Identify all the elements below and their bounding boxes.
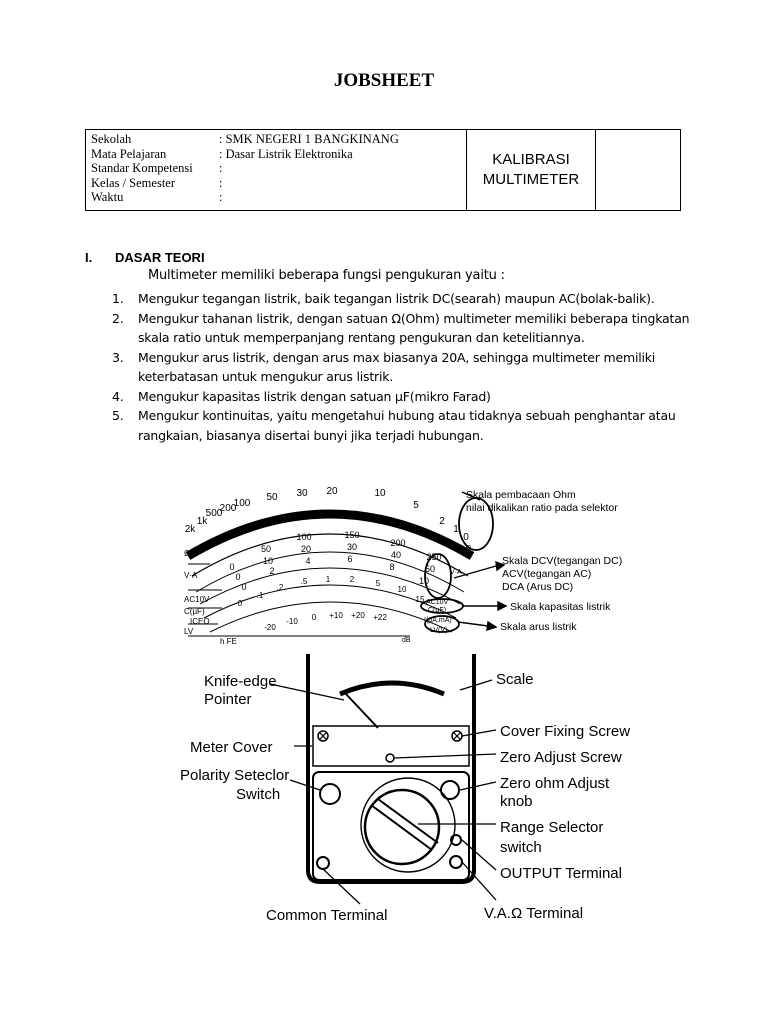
header-value: : [219, 190, 223, 204]
ohm-tick: 5 [413, 500, 419, 511]
list-number: 1. [112, 291, 124, 306]
annotation-acv: ACV(tegangan AC) [502, 568, 592, 580]
header-value: : [219, 175, 223, 190]
scale-left-label: h FE [220, 637, 237, 646]
dcv-tick: 150 [344, 530, 360, 540]
scale-right-mark: C(μF) [428, 607, 447, 614]
header-row [91, 132, 461, 147]
db-tick: +20 [351, 611, 365, 620]
empty-cell [596, 130, 680, 210]
ohm-tick: 500 [205, 508, 223, 519]
section-number: I. [85, 250, 93, 265]
dcv-tick: 0 [235, 572, 241, 582]
section-heading [85, 250, 205, 265]
header-value: : SMK NEGERI 1 BANGKINANG [219, 132, 399, 146]
scale-left-label: LV [184, 627, 194, 636]
header-row [91, 147, 461, 162]
list-item [112, 406, 702, 445]
label-range-switch: switch [500, 839, 542, 856]
dcv-tick: 0 [241, 582, 247, 592]
scale-left-label: C(μF) [184, 607, 205, 616]
label-knob: knob [500, 793, 533, 810]
section-title: DASAR TEORI [115, 250, 205, 265]
label-common-terminal: Common Terminal [266, 907, 388, 924]
header-key: Waktu [91, 190, 124, 204]
ac-tick: 15 [415, 595, 425, 604]
scale-right-mark: Ω [466, 545, 472, 552]
label-output-terminal: OUTPUT Terminal [500, 865, 622, 882]
dcv-tick: 30 [346, 542, 358, 552]
annotation-dca: DCA (Arus DC) [502, 581, 574, 593]
intro-text: Multimeter memiliki beberapa fungsi pengukuran yaitu : [148, 268, 505, 283]
header-key: Standar Kompetensi [91, 161, 193, 175]
label-knife-edge: Knife-edge [204, 673, 277, 690]
header-value: : [219, 161, 223, 175]
annotation-dcv: Skala DCV(tegangan DC) [502, 555, 623, 567]
label-polarity: Polarity Seteclor [180, 767, 290, 784]
ohm-tick: 1k [196, 516, 208, 527]
page-title: JOBSHEET [333, 70, 435, 91]
list-number: 5. [112, 408, 124, 423]
scale-right-mark: dB [402, 637, 411, 644]
dcv-tick: 250 [426, 552, 442, 562]
header-key: Sekolah [91, 132, 132, 146]
dcv-tick: 10 [418, 576, 430, 586]
multimeter-diagram [180, 650, 670, 930]
annotation-current: Skala arus listrik [500, 621, 577, 633]
db-tick: +10 [329, 611, 343, 620]
annotation-ohm-ratio: nilai dikalikan ratio pada selektor [466, 502, 618, 514]
dcv-tick: 2 [269, 566, 275, 576]
label-zero-ohm: Zero ohm Adjust [500, 775, 610, 792]
scale-left-label: ICEO [190, 617, 210, 626]
label-range-selector: Range Selector [500, 819, 604, 836]
ac-tick: 0 [237, 599, 243, 608]
list-item [112, 387, 702, 407]
ohm-tick: 0 [463, 532, 469, 543]
dcv-tick: 50 [260, 544, 272, 554]
function-list [112, 289, 702, 445]
list-number: 2. [112, 310, 124, 326]
header-row [91, 176, 461, 191]
meter-scale-figure [180, 484, 660, 646]
label-meter-cover: Meter Cover [190, 739, 273, 756]
scale-left-label: Ω [184, 549, 190, 558]
dcv-tick: 0 [229, 562, 235, 572]
dcv-tick: 10 [262, 556, 274, 566]
dcv-tick: 8 [389, 562, 395, 572]
ac-tick: 2 [349, 575, 355, 584]
ohm-tick: 10 [374, 488, 386, 499]
scale-right-mark: AC10V [426, 599, 449, 606]
scale-right-mark: LV(V) [430, 627, 448, 634]
header-table [85, 129, 681, 211]
scale-right-mark: V·A [450, 569, 462, 576]
ohm-tick: 1 [453, 524, 459, 535]
list-item [112, 348, 702, 387]
list-text: Mengukur tegangan listrik, baik tegangan listrik DC(searah) maupun AC(bolak-balik). [138, 291, 655, 306]
ohm-tick: 30 [296, 488, 308, 499]
dcv-tick: 4 [305, 556, 311, 566]
ac-tick: .2 [276, 583, 284, 592]
list-text: Mengukur arus listrik, dengan arus max biasanya 20A, sehingga multimeter memiliki keterbatasan untuk mengukur arus listrik. [138, 349, 656, 384]
topic-line-2: MULTIMETER [482, 171, 580, 188]
ac-tick: .5 [300, 577, 308, 586]
dcv-tick: 40 [390, 550, 402, 560]
label-pointer: Pointer [204, 691, 252, 708]
dcv-tick: 20 [300, 544, 312, 554]
dcv-tick: 100 [296, 532, 312, 542]
scale-left-label: V·A [184, 571, 198, 580]
annotation-ohm: Skala pembacaan Ohm [466, 489, 576, 501]
ac-tick: 5 [375, 579, 381, 588]
list-item [112, 309, 702, 348]
label-zero-adjust-screw: Zero Adjust Screw [500, 749, 622, 766]
ac-tick: 1 [325, 575, 331, 584]
ohm-tick: 100 [233, 498, 251, 509]
dcv-tick: 50 [424, 564, 436, 574]
label-va-terminal: V.A.Ω Terminal [484, 905, 584, 922]
db-tick: +22 [373, 613, 387, 622]
header-row [91, 161, 461, 176]
list-number: 4. [112, 388, 124, 404]
ohm-tick: 50 [266, 492, 278, 503]
list-text: Mengukur kapasitas listrik dengan satuan μF(mikro Farad) [138, 388, 491, 404]
list-number: 3. [112, 349, 124, 365]
db-tick: -20 [264, 623, 276, 632]
header-value: : Dasar Listrik Elektronika [219, 146, 353, 161]
header-info-cell [86, 130, 467, 210]
header-key: Kelas / Semester [91, 175, 176, 190]
ac-tick: .1 [256, 591, 264, 600]
annotation-capacity: Skala kapasitas listrik [510, 601, 611, 613]
header-row [91, 190, 461, 205]
label-scale: Scale [496, 671, 534, 688]
ohm-tick: 2k [184, 524, 196, 535]
topic-box [467, 130, 596, 210]
topic-line-1: KALIBRASI [492, 151, 570, 168]
ohm-tick: 200 [219, 503, 237, 514]
scale-left-label: AC10V [184, 595, 210, 604]
list-text: Mengukur kontinuitas, yaitu mengetahui hubung atau tidaknya sebuah penghantar atau rangkaian, biasanya disertai bunyi jika terjadi hubungan. [138, 408, 676, 443]
label-cover-fixing-screw: Cover Fixing Screw [500, 723, 631, 740]
db-tick: 0 [311, 613, 317, 622]
ohm-tick: 20 [326, 486, 338, 497]
label-switch: Switch [236, 786, 281, 803]
scale-right-mark: I(μA,mA) [424, 617, 452, 624]
ohm-tick: 2 [439, 516, 445, 527]
header-key: Mata Pelajaran [91, 146, 167, 161]
db-tick: -10 [286, 617, 298, 626]
list-item [112, 289, 702, 309]
ac-tick: 10 [397, 585, 407, 594]
list-text: Mengukur tahanan listrik, dengan satuan Ω(Ohm) multimeter memiliki beberapa tingkatan skala ratio untuk memperpanjang rentang pengukuran dan ketelitiannya. [138, 310, 690, 345]
dcv-tick: 6 [347, 554, 353, 564]
dcv-tick: 200 [390, 538, 406, 548]
